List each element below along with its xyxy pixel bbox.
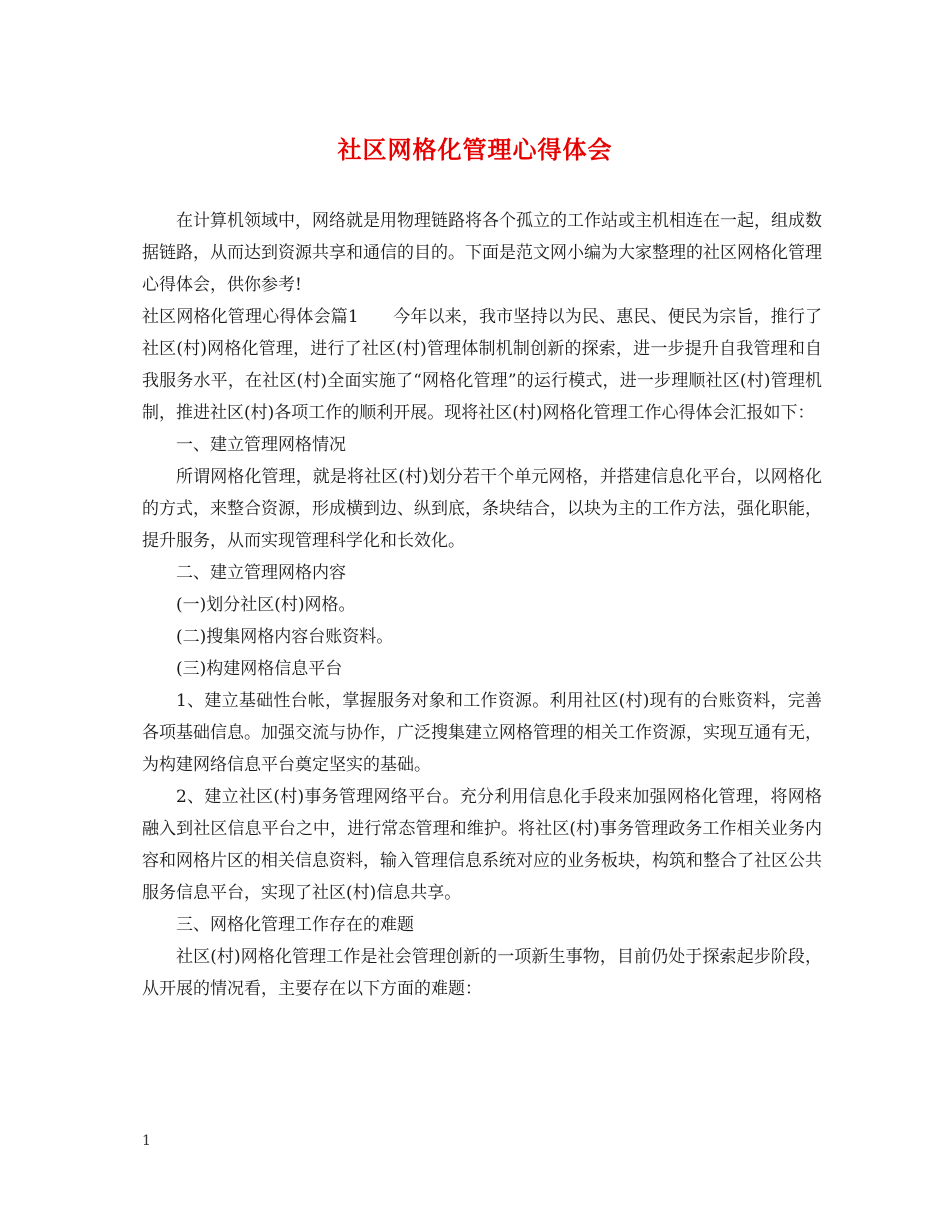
paragraph: 在计算机领域中，网络就是用物理链路将各个孤立的工作站或主机相连在一起，组成数据链路，从而达到资源共享和通信的目的。下面是范文网小编为大家整理的社区网格化管理心得体会，供你参考! xyxy=(142,211,822,295)
list-item: (一)划分社区(村)网格。 xyxy=(176,595,356,615)
document-title: 社区网格化管理心得体会 xyxy=(337,136,613,164)
section-heading: 二、建立管理网格内容 xyxy=(176,563,346,583)
document-body xyxy=(142,205,822,1005)
section-heading: 一、建立管理网格情况 xyxy=(176,435,346,455)
paragraph: 社区网格化管理心得体会篇1 今年以来，我市坚持以为民、惠民、便民为宗旨，推行了社区(村)网格化管理，进行了社区(村)管理体制机制创新的探索，进一步提升自我管理和自我服务水平，在社区(村)全面实施了“网格化管理”的运行模式，进一步理顺社区(村)管理机制，推进社区(村)各项工作的顺利开展。现将社区(村)网格化管理工作心得体会汇报如下： xyxy=(142,307,822,423)
section-heading: 三、网格化管理工作存在的难题 xyxy=(176,915,414,935)
paragraph: 2、建立社区(村)事务管理网络平台。充分利用信息化手段来加强网格化管理，将网格融入到社区信息平台之中，进行常态管理和维护。将社区(村)事务管理政务工作相关业务内容和网格片区的相关信息资料，输入管理信息系统对应的业务板块，构筑和整合了社区公共服务信息平台，实现了社区(村)信息共享。 xyxy=(142,787,822,903)
list-item: (三)构建网格信息平台 xyxy=(176,659,343,679)
page-number: 1 xyxy=(142,1133,151,1149)
paragraph: 社区(村)网格化管理工作是社会管理创新的一项新生事物，目前仍处于探索起步阶段，从开展的情况看，主要存在以下方面的难题： xyxy=(142,947,822,999)
list-item: (二)搜集网格内容台账资料。 xyxy=(176,627,394,647)
paragraph: 所谓网格化管理，就是将社区(村)划分若干个单元网格，并搭建信息化平台，以网格化的方式，来整合资源，形成横到边、纵到底，条块结合，以块为主的工作方法，强化职能，提升服务，从而实现管理科学化和长效化。 xyxy=(142,467,822,551)
paragraph: 1、建立基础性台帐，掌握服务对象和工作资源。利用社区(村)现有的台账资料，完善各项基础信息。加强交流与协作，广泛搜集建立网格管理的相关工作资源，实现互通有无，为构建网络信息平台奠定坚实的基础。 xyxy=(142,691,822,775)
